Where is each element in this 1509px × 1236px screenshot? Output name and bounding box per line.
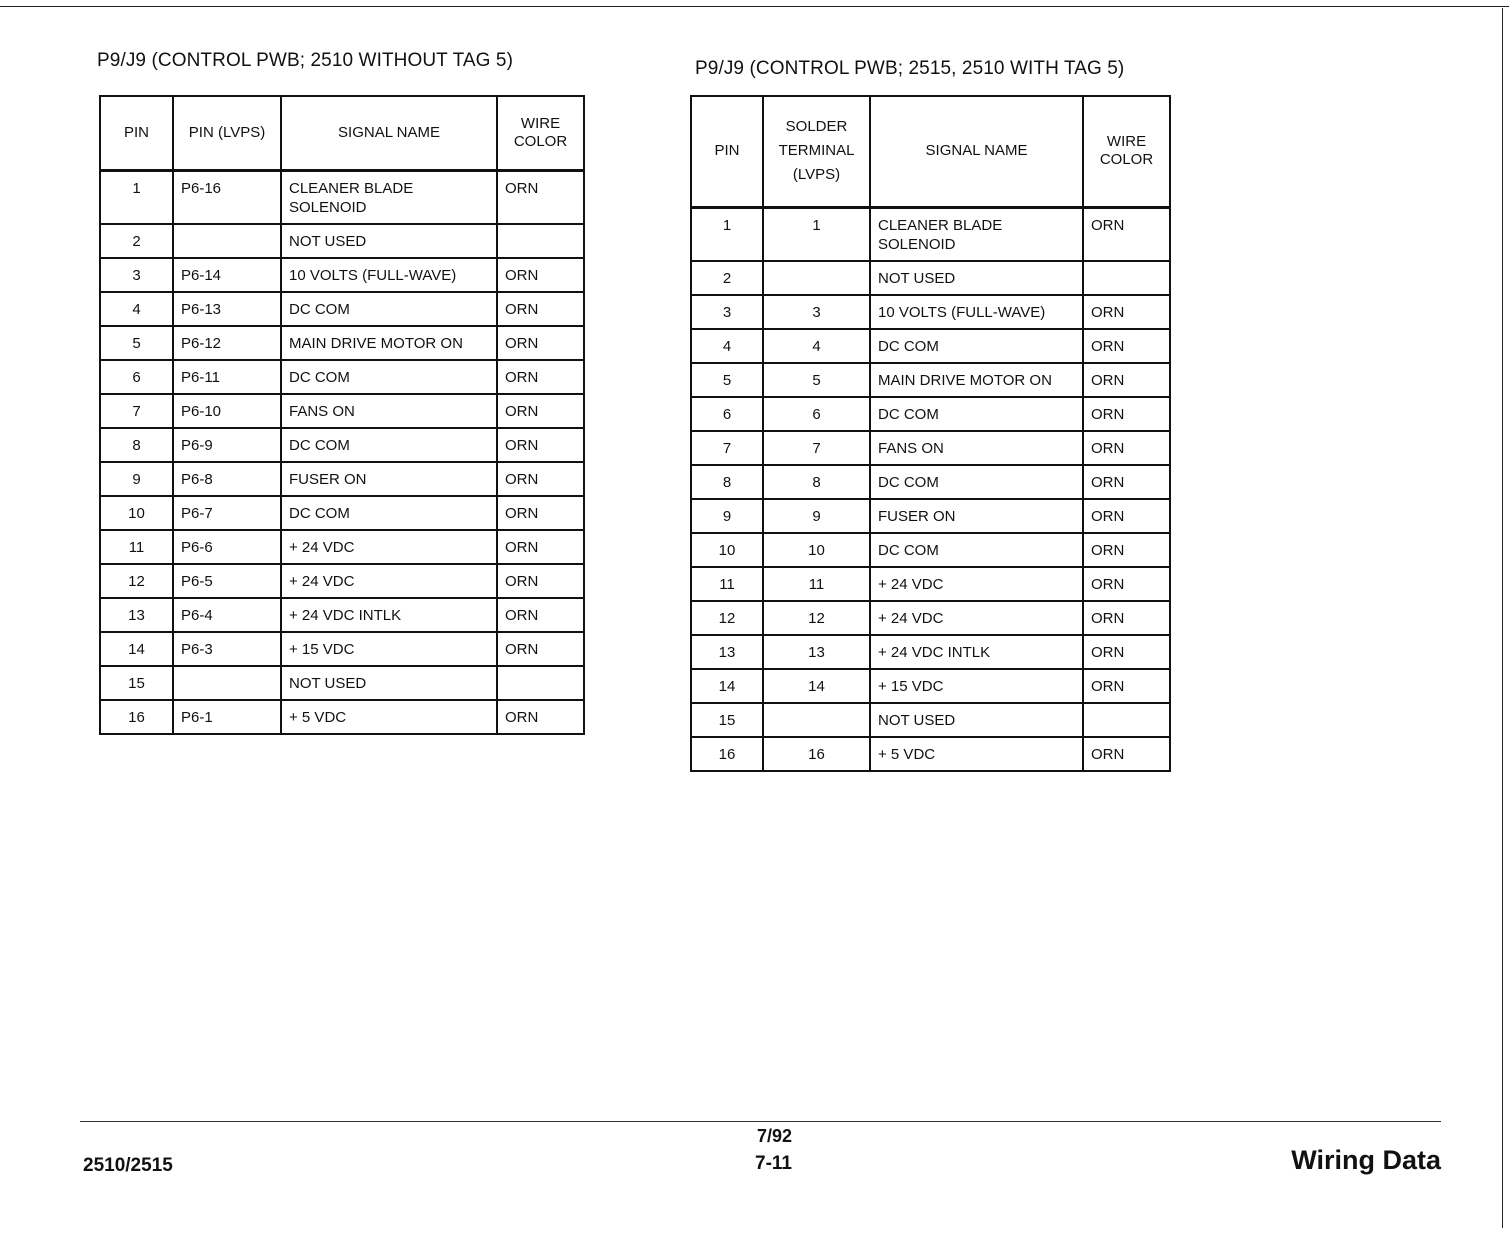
cell-pin: 5 (100, 326, 173, 360)
cell-wire-color: ORN (497, 428, 584, 462)
cell-wire-color: ORN (497, 258, 584, 292)
cell-pin: 16 (691, 737, 763, 771)
cell-pin-lvps: P6-11 (173, 360, 281, 394)
cell-pin: 4 (691, 329, 763, 363)
header-pin: PIN (100, 96, 173, 170)
cell-solder-terminal: 4 (763, 329, 870, 363)
signal-line: DC COM (289, 505, 350, 522)
cell-pin: 4 (100, 292, 173, 326)
cell-wire-color: ORN (497, 326, 584, 360)
cell-pin: 9 (691, 499, 763, 533)
signal-line: NOT USED (289, 675, 367, 692)
footer-rule (80, 1121, 1441, 1122)
cell-pin: 11 (691, 567, 763, 601)
signal-line: + 15 VDC (878, 678, 944, 695)
cell-wire-color: ORN (497, 394, 584, 428)
cell-pin-lvps: P6-5 (173, 564, 281, 598)
cell-wire-color: ORN (1083, 431, 1170, 465)
table-b-header (691, 96, 1170, 207)
signal-line: CLEANER BLADE (289, 179, 414, 197)
cell-wire-color: ORN (497, 632, 584, 666)
cell-wire-color: ORN (497, 598, 584, 632)
cell-signal-name (281, 170, 497, 224)
signal-line: + 24 VDC (289, 539, 355, 556)
cell-solder-terminal: 10 (763, 533, 870, 567)
header-pin-lvps: PIN (LVPS) (173, 96, 281, 170)
cell-solder-terminal: 16 (763, 737, 870, 771)
signal-line: NOT USED (878, 270, 956, 287)
cell-solder-terminal: 3 (763, 295, 870, 329)
table-row (100, 700, 584, 734)
cell-wire-color: ORN (497, 496, 584, 530)
signal-line: NOT USED (878, 712, 956, 729)
cell-wire-color: ORN (1083, 601, 1170, 635)
cell-pin: 10 (100, 496, 173, 530)
cell-signal-name (281, 666, 497, 700)
table-row (691, 635, 1170, 669)
cell-pin-lvps (173, 224, 281, 258)
cell-wire-color: ORN (1083, 207, 1170, 261)
signal-line-2: SOLENOID (878, 235, 956, 253)
header-signal-name: SIGNAL NAME (870, 96, 1083, 207)
signal-line: + 5 VDC (878, 746, 936, 763)
cell-pin: 9 (100, 462, 173, 496)
signal-line: FUSER ON (878, 508, 956, 525)
cell-solder-terminal: 13 (763, 635, 870, 669)
signal-line: DC COM (289, 369, 350, 386)
cell-signal-name (870, 669, 1083, 703)
table-row (691, 329, 1170, 363)
table-row (100, 598, 584, 632)
cell-signal-name (870, 635, 1083, 669)
signal-line: + 24 VDC (878, 576, 944, 593)
wiring-table-with-tag5 (690, 95, 1171, 772)
cell-pin-lvps: P6-10 (173, 394, 281, 428)
header-solder-text: SOLDER (785, 118, 848, 136)
table-row (100, 462, 584, 496)
table-row (691, 431, 1170, 465)
table-row (691, 207, 1170, 261)
cell-signal-name (870, 363, 1083, 397)
table-a-title: P9/J9 (CONTROL PWB; 2510 WITHOUT TAG 5) (97, 50, 513, 71)
signal-line: + 5 VDC (289, 709, 347, 726)
cell-pin-lvps: P6-12 (173, 326, 281, 360)
cell-wire-color (497, 224, 584, 258)
header-solder-terminal (763, 96, 870, 207)
cell-pin-lvps: P6-9 (173, 428, 281, 462)
header-wire-text: WIRE (1106, 133, 1147, 151)
cell-solder-terminal: 6 (763, 397, 870, 431)
signal-line: MAIN DRIVE MOTOR ON (878, 372, 1052, 389)
cell-signal-name (281, 564, 497, 598)
table-row (691, 499, 1170, 533)
table-row (100, 360, 584, 394)
cell-wire-color: ORN (497, 564, 584, 598)
cell-pin-lvps: P6-1 (173, 700, 281, 734)
table-row (100, 666, 584, 700)
cell-pin: 13 (691, 635, 763, 669)
cell-pin: 13 (100, 598, 173, 632)
cell-solder-terminal (763, 703, 870, 737)
signal-line: + 24 VDC INTLK (878, 644, 991, 661)
signal-line: NOT USED (289, 233, 367, 250)
cell-signal-name (281, 462, 497, 496)
table-b-body (691, 207, 1170, 771)
table-row (100, 428, 584, 462)
cell-solder-terminal: 5 (763, 363, 870, 397)
table-row (691, 533, 1170, 567)
cell-wire-color: ORN (1083, 397, 1170, 431)
signal-line: DC COM (878, 542, 939, 559)
cell-signal-name (870, 499, 1083, 533)
cell-wire-color: ORN (497, 360, 584, 394)
signal-line: + 24 VDC INTLK (289, 607, 402, 624)
signal-line: FANS ON (878, 440, 944, 457)
top-border-line (0, 6, 1509, 7)
cell-pin: 12 (691, 601, 763, 635)
footer-model: 2510/2515 (83, 1155, 173, 1176)
cell-signal-name (281, 428, 497, 462)
table-row (100, 170, 584, 224)
header-color-text: COLOR (513, 132, 568, 150)
table-row (100, 326, 584, 360)
cell-pin: 8 (100, 428, 173, 462)
table-row (691, 601, 1170, 635)
signal-line: 10 VOLTS (FULL-WAVE) (878, 304, 1046, 321)
cell-wire-color: ORN (1083, 635, 1170, 669)
table-row (100, 394, 584, 428)
cell-wire-color: ORN (497, 530, 584, 564)
cell-pin-lvps: P6-16 (173, 170, 281, 224)
table-row (691, 669, 1170, 703)
header-wire-color (1083, 96, 1170, 207)
cell-pin-lvps: P6-14 (173, 258, 281, 292)
cell-pin: 2 (691, 261, 763, 295)
table-row (691, 397, 1170, 431)
cell-pin: 3 (691, 295, 763, 329)
cell-signal-name (281, 530, 497, 564)
cell-signal-name (870, 261, 1083, 295)
cell-signal-name (281, 360, 497, 394)
cell-solder-terminal: 9 (763, 499, 870, 533)
cell-pin: 8 (691, 465, 763, 499)
cell-signal-name (281, 326, 497, 360)
signal-line: DC COM (878, 338, 939, 355)
cell-pin: 12 (100, 564, 173, 598)
cell-pin: 15 (691, 703, 763, 737)
cell-pin: 6 (691, 397, 763, 431)
signal-line: FUSER ON (289, 471, 367, 488)
cell-signal-name (870, 465, 1083, 499)
table-b-title: P9/J9 (CONTROL PWB; 2515, 2510 WITH TAG 5) (695, 58, 1125, 79)
cell-signal-name (281, 632, 497, 666)
cell-solder-terminal: 1 (763, 207, 870, 261)
table-a-header (100, 96, 584, 170)
cell-solder-terminal: 11 (763, 567, 870, 601)
cell-pin: 1 (691, 207, 763, 261)
cell-wire-color: ORN (1083, 533, 1170, 567)
signal-line: DC COM (289, 301, 350, 318)
cell-solder-terminal: 8 (763, 465, 870, 499)
cell-pin: 6 (100, 360, 173, 394)
cell-signal-name (281, 224, 497, 258)
signal-line: + 24 VDC (289, 573, 355, 590)
cell-solder-terminal: 12 (763, 601, 870, 635)
cell-pin: 3 (100, 258, 173, 292)
cell-signal-name (870, 431, 1083, 465)
table-row (691, 567, 1170, 601)
cell-wire-color: ORN (497, 292, 584, 326)
cell-signal-name (281, 700, 497, 734)
signal-line: DC COM (289, 437, 350, 454)
cell-wire-color: ORN (497, 170, 584, 224)
cell-pin: 7 (100, 394, 173, 428)
cell-solder-terminal (763, 261, 870, 295)
cell-signal-name (281, 292, 497, 326)
cell-wire-color: ORN (497, 462, 584, 496)
table-row (100, 292, 584, 326)
table-row (100, 258, 584, 292)
cell-pin: 16 (100, 700, 173, 734)
cell-solder-terminal: 14 (763, 669, 870, 703)
cell-signal-name (870, 567, 1083, 601)
cell-signal-name (870, 601, 1083, 635)
cell-pin: 1 (100, 170, 173, 224)
header-lvps-text: (LVPS) (792, 166, 841, 184)
cell-signal-name (870, 397, 1083, 431)
cell-pin: 7 (691, 431, 763, 465)
footer-date: 7/92 (757, 1126, 793, 1146)
signal-line-2: SOLENOID (289, 198, 367, 216)
cell-wire-color: ORN (1083, 669, 1170, 703)
header-wire-text: WIRE (520, 114, 561, 132)
cell-pin-lvps: P6-6 (173, 530, 281, 564)
cell-wire-color: ORN (1083, 329, 1170, 363)
table-row (691, 363, 1170, 397)
cell-pin: 11 (100, 530, 173, 564)
table-row (100, 530, 584, 564)
footer-section-title: Wiring Data (1291, 1145, 1441, 1175)
cell-pin: 10 (691, 533, 763, 567)
signal-line: + 15 VDC (289, 641, 355, 658)
cell-signal-name (870, 533, 1083, 567)
header-color-text: COLOR (1099, 151, 1154, 169)
cell-wire-color: ORN (1083, 567, 1170, 601)
cell-wire-color: ORN (497, 700, 584, 734)
cell-signal-name (281, 496, 497, 530)
cell-signal-name (870, 329, 1083, 363)
cell-wire-color: ORN (1083, 465, 1170, 499)
cell-pin: 5 (691, 363, 763, 397)
header-wire-color (497, 96, 584, 170)
cell-pin-lvps: P6-7 (173, 496, 281, 530)
signal-line: DC COM (878, 406, 939, 423)
cell-signal-name (281, 258, 497, 292)
cell-signal-name (870, 703, 1083, 737)
signal-line: MAIN DRIVE MOTOR ON (289, 335, 463, 352)
cell-solder-terminal: 7 (763, 431, 870, 465)
table-row (100, 632, 584, 666)
header-pin: PIN (691, 96, 763, 207)
cell-pin: 14 (100, 632, 173, 666)
table-row (691, 703, 1170, 737)
signal-line: 10 VOLTS (FULL-WAVE) (289, 267, 457, 284)
table-row (691, 261, 1170, 295)
table-row (100, 564, 584, 598)
cell-signal-name (870, 737, 1083, 771)
cell-signal-name (870, 207, 1083, 261)
cell-wire-color (1083, 261, 1170, 295)
footer-page-number: 7-11 (755, 1153, 792, 1174)
table-row (691, 295, 1170, 329)
cell-signal-name (281, 598, 497, 632)
table-a-body (100, 170, 584, 734)
table-row (100, 496, 584, 530)
cell-signal-name (281, 394, 497, 428)
table-row (691, 465, 1170, 499)
cell-wire-color: ORN (1083, 363, 1170, 397)
signal-line: DC COM (878, 474, 939, 491)
table-row (691, 737, 1170, 771)
cell-pin-lvps (173, 666, 281, 700)
cell-wire-color: ORN (1083, 499, 1170, 533)
cell-pin: 15 (100, 666, 173, 700)
cell-pin-lvps: P6-4 (173, 598, 281, 632)
cell-signal-name (870, 295, 1083, 329)
cell-pin: 14 (691, 669, 763, 703)
header-signal-name: SIGNAL NAME (281, 96, 497, 170)
cell-pin-lvps: P6-3 (173, 632, 281, 666)
wiring-table-without-tag5 (99, 95, 585, 735)
cell-wire-color: ORN (1083, 737, 1170, 771)
right-border-line (1502, 8, 1503, 1228)
signal-line: CLEANER BLADE (878, 216, 1003, 234)
header-terminal-text: TERMINAL (778, 142, 855, 160)
cell-wire-color: ORN (1083, 295, 1170, 329)
cell-pin-lvps: P6-13 (173, 292, 281, 326)
signal-line: + 24 VDC (878, 610, 944, 627)
cell-wire-color (1083, 703, 1170, 737)
cell-pin-lvps: P6-8 (173, 462, 281, 496)
table-row (100, 224, 584, 258)
signal-line: FANS ON (289, 403, 355, 420)
cell-pin: 2 (100, 224, 173, 258)
cell-wire-color (497, 666, 584, 700)
